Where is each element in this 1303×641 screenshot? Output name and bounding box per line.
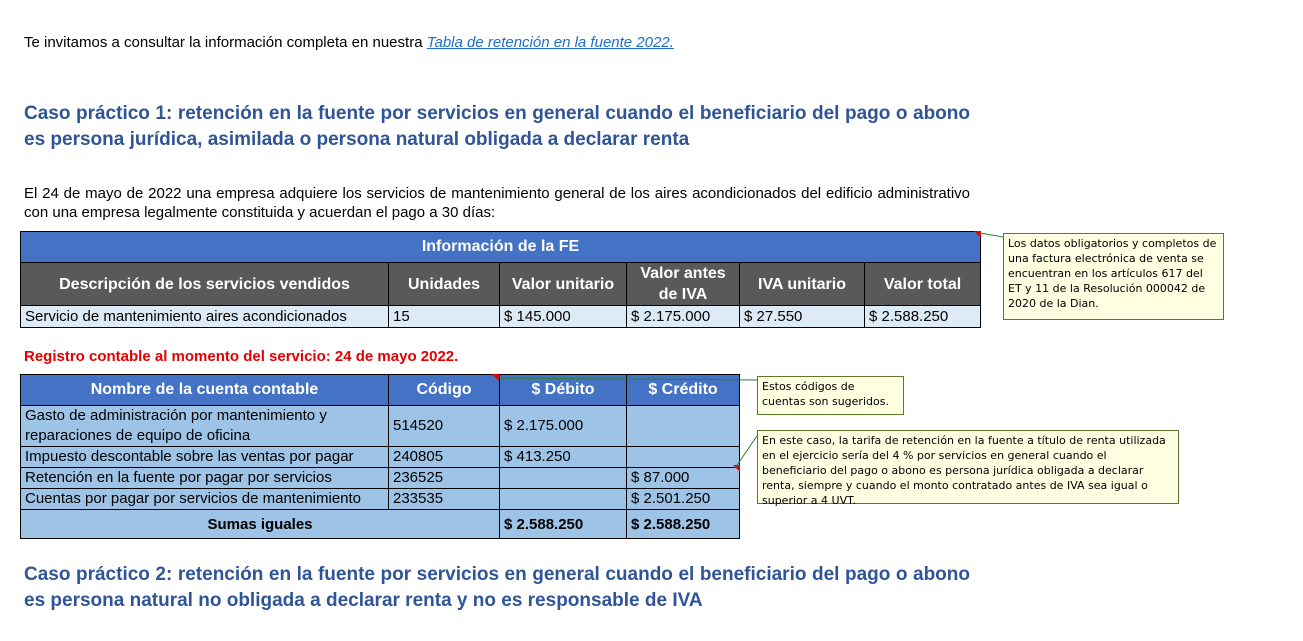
totals-credit: $ 2.588.250 [627,510,740,539]
fe-cell-unit-value: $ 145.000 [500,306,627,328]
fe-header-unit-value: Valor unitario [500,263,627,306]
case2-title: Caso práctico 2: retención en la fuente por servicios en general cuando el beneficiario del pago o abono es persona natural no obligada a declarar renta y no es responsable de IVA [24,564,970,611]
fe-info-table [20,231,981,328]
fe-cell-unit-iva: $ 27.550 [740,306,865,328]
intro-text: Te invitamos a consultar la información completa en nuestra [24,34,427,51]
acct-cell-code: 233535 [389,489,500,510]
case1-title: Caso práctico 1: retención en la fuente por servicios en general cuando el beneficiario del pago o abono es persona jurídica, asimilada o persona natural obligada a declarar renta [24,103,970,150]
table-row [21,489,740,510]
comment-note-rate: En este caso, la tarifa de retención en la fuente a título de renta utilizada en el ejercicio sería del 4 % por servicios en general cuando el beneficiario del pago o abono es persona jurídica obligada a declarar renta, siempre y cuando el monto contratado antes de IVA sea igual o superior a 4 UVT. [757,430,1179,504]
fe-header-total: Valor total [865,263,981,306]
acct-cell-debit: $ 413.250 [500,447,627,468]
totals-debit: $ 2.588.250 [500,510,627,539]
acct-cell-credit: $ 2.501.250 [627,489,740,510]
acct-cell-code: 514520 [389,406,500,447]
comment-connectors [490,360,1020,480]
acct-header-code: Código [389,375,500,406]
fe-cell-value-before-iva: $ 2.175.000 [627,306,740,328]
comment-connector-fe [975,225,1015,245]
acct-cell-name: Retención en la fuente por pagar por servicios [21,468,389,489]
acct-header-debit: $ Débito [500,375,627,406]
acct-cell-debit [500,489,627,510]
totals-label: Sumas iguales [21,510,500,539]
acct-cell-name: Gasto de administración por mantenimiento y reparaciones de equipo de oficina [21,406,389,447]
acct-cell-credit: $ 87.000 [627,468,740,489]
table-row [21,306,981,328]
acct-header-credit: $ Crédito [627,375,740,406]
intro-line [24,34,674,51]
fe-header-description: Descripción de los servicios vendidos [21,263,389,306]
acct-cell-debit: $ 2.175.000 [500,406,627,447]
acct-cell-code: 240805 [389,447,500,468]
registro-title: Registro contable al momento del servicio: 24 de mayo 2022. [24,348,459,365]
acct-cell-name: Cuentas por pagar por servicios de mantenimiento [21,489,389,510]
retention-table-link[interactable]: Tabla de retención en la fuente 2022. [426,34,674,51]
fe-header-units: Unidades [389,263,500,306]
fe-header-unit-iva: IVA unitario [740,263,865,306]
fe-header-value-before-iva: Valor antes de IVA [627,263,740,306]
fe-cell-units: 15 [389,306,500,328]
totals-row [21,510,740,539]
comment-note-fe: Los datos obligatorios y completos de una factura electrónica de venta se encuentran en los artículos 617 del ET y 11 de la Resolución 000042 de 2020 de la Dian. [1003,233,1224,320]
fe-cell-description: Servicio de mantenimiento aires acondicionados [21,306,389,328]
fe-cell-total: $ 2.588.250 [865,306,981,328]
fe-table-caption: Información de la FE [21,232,981,263]
comment-note-codes: Estos códigos de cuentas son sugeridos. [757,376,904,415]
case1-description: El 24 de mayo de 2022 una empresa adquiere los servicios de mantenimiento general de los aires acondicionados del edificio administrativo con una empresa legalmente constituida y acuerdan el pago a 30 días: [24,185,970,221]
acct-header-name: Nombre de la cuenta contable [21,375,389,406]
acct-cell-name: Impuesto descontable sobre las ventas por pagar [21,447,389,468]
acct-cell-code: 236525 [389,468,500,489]
